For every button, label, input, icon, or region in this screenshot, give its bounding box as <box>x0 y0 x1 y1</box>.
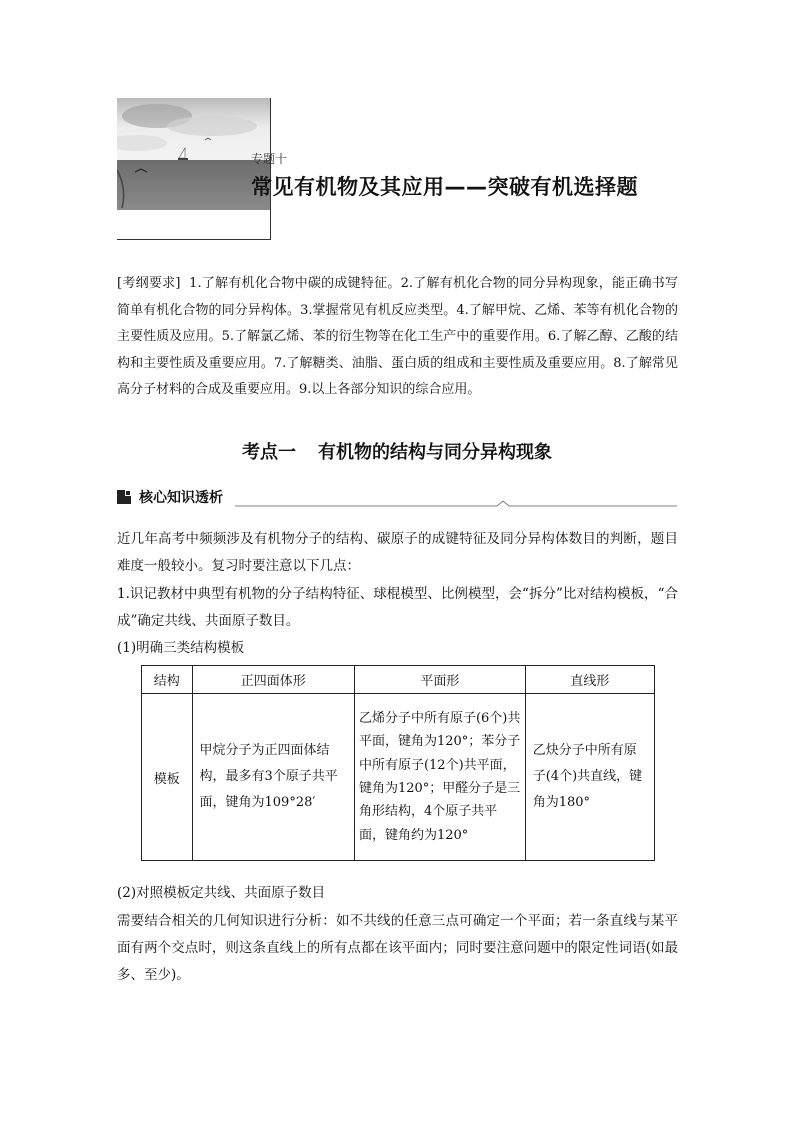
item-1-heading: (1)明确三类结构模板 <box>117 640 245 656</box>
section-name: 有机物的结构与同分异构现象 <box>318 442 552 463</box>
exam-requirements <box>117 271 678 404</box>
row-label: 模板 <box>142 694 193 861</box>
table-header-planar: 平面形 <box>354 666 525 694</box>
point-1-paragraph: 1.识记教材中典型有机物的分子结构特征、球棍模型、比例模型，会“拆分”比对结构模板，“合成”确定共线、共面原子数目。 <box>117 586 678 629</box>
structure-template-table <box>141 665 655 861</box>
sea-photo <box>117 98 270 239</box>
topic-title: 常见有机物及其应用——突破有机选择题 <box>251 175 638 199</box>
linear-cell: 乙炔分子中所有原子(4个)共直线，键角为180° <box>525 694 654 861</box>
table-header-structure: 结构 <box>142 666 193 694</box>
divider-line <box>235 487 677 509</box>
chapter-banner <box>117 98 271 240</box>
square-bullet-icon <box>117 490 131 504</box>
table-header-row <box>142 666 655 694</box>
table-header-tetrahedral: 正四面体形 <box>192 666 354 694</box>
table-row <box>142 694 655 861</box>
planar-cell: 乙烯分子中所有原子(6个)共平面，键角为120°；苯分子中所有原子(12个)共平面，键角为120°；甲醛分子是三角形结构，4个原子共平面，键角约为120° <box>354 694 525 861</box>
topic-label: 专题十 <box>251 152 288 166</box>
item-2-paragraph: 需要结合相关的几何知识进行分析：如不共线的任意三点可确定一个平面；若一条直线与某平面有两个交点时，则这条直线上的所有点都在该平面内；同时要注意问题中的限定性词语(如最多、至少)。 <box>117 913 678 983</box>
item-2-heading: (2)对照模板定共线、共面原子数目 <box>117 885 326 901</box>
section-number: 考点一 <box>242 442 296 463</box>
requirements-label: [考纲要求] <box>117 276 181 291</box>
tetrahedral-cell: 甲烷分子为正四面体结构，最多有3个原子共平面，键角为109°28′ <box>192 694 354 861</box>
intro-paragraph: 近几年高考中频频涉及有机物分子的结构、碳原子的成键特征及同分异构体数目的判断，题目难度一般较小。复习时要注意以下几点： <box>117 531 678 574</box>
table-header-linear: 直线形 <box>525 666 654 694</box>
section-title <box>0 438 794 464</box>
requirements-text: 1.了解有机化合物中碳的成键特征。2.了解有机化合物的同分异构现象，能正确书写简单有机化合物的同分异构体。3.掌握常见有机反应类型。4.了解甲烷、乙烯、苯等有机化合物的主要性质及应用。5.了解氯乙烯、苯的衍生物等在化工生产中的重要作用。6.了解乙醇、乙酸的结构和主要性质及重要应用。7.了解糖类、油脂、蛋白质的组成和主要性质及重要应用。8.了解常见高分子材料的合成及重要应用。9.以上各部分知识的综合应用。 <box>117 276 678 397</box>
subheading-text: 核心知识透析 <box>139 490 223 506</box>
subheading <box>117 487 677 507</box>
